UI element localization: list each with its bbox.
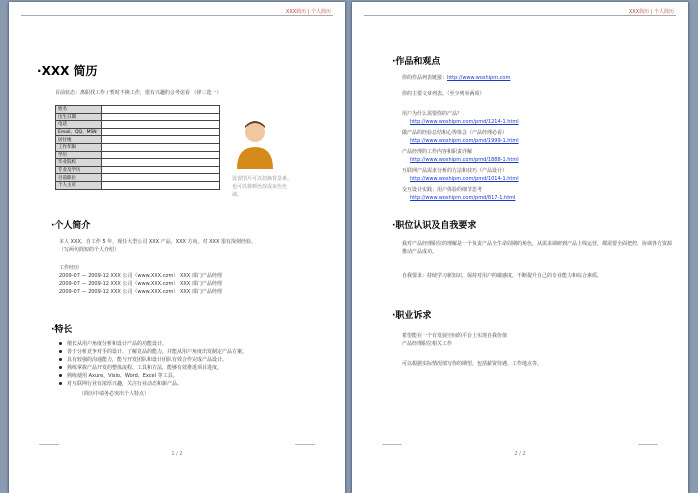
info-row: [56, 181, 220, 189]
requirements-list: [402, 332, 672, 348]
skill-item: [59, 364, 329, 372]
page-number: 1 / 2: [171, 451, 183, 457]
bullet-icon: [59, 366, 62, 369]
requirement-item: 产品经理职位相关工作: [402, 341, 453, 347]
skill-item: [59, 380, 329, 388]
info-key: 出生日期: [56, 113, 102, 121]
header-rule: [21, 15, 333, 16]
article-item: [402, 148, 672, 164]
info-row: [56, 136, 220, 144]
avatar: [234, 114, 276, 169]
section-role: ·职位认识及自我要求: [392, 221, 477, 231]
article-link[interactable]: http://www.woshipm.com/pmd/1999-1.html: [410, 138, 519, 144]
footer-rule-left: [382, 444, 402, 445]
skill-text: 熟练掌握产品开发的整体流程、工具和方法，能够有效推进项目进度。: [67, 365, 223, 371]
info-key: 电话: [56, 121, 102, 129]
bullet-icon: [59, 350, 62, 353]
header-rule: [364, 15, 676, 16]
resume-title: ·XXX 简历: [37, 64, 98, 78]
info-key: 姓名: [56, 106, 102, 114]
page-header: XXX简历 | 个人简历: [285, 9, 331, 15]
info-key: 学历: [56, 151, 102, 159]
intro-text: 本人 XXX，自工作 5 年，现任大型公司 XXX 产品，XXX 方向，对 XXX 很有深刻经验。: [59, 239, 257, 245]
info-key: 毕业院校: [56, 159, 102, 167]
page-header: XXX简历 | 个人简历: [628, 9, 674, 15]
bullet-icon: [59, 382, 62, 385]
works-intro: 你的主要文章列表。（至少列举两项）: [402, 91, 485, 97]
article-list: [402, 110, 672, 205]
skill-item: [59, 356, 329, 364]
article-title: 交互设计实践：用户体验的细节思考: [402, 187, 483, 193]
footer-rule-right: [295, 444, 315, 445]
role-paragraph-1: 我对产品经理职位的理解是一个负责产品全生命周期的角色，从需求调研到产品上线运营，都需要全面把控，协调各方资源推动产品成功。: [402, 241, 673, 255]
bullet-icon: [59, 374, 62, 377]
section-intro: ·个人简介: [51, 221, 91, 231]
article-item: [402, 186, 672, 202]
page-number: 2 / 2: [514, 451, 526, 457]
info-value: [102, 121, 220, 129]
info-row: [56, 166, 220, 174]
skills-list: [59, 340, 329, 388]
article-link[interactable]: http://www.woshipm.com/pmd/817-1.html: [410, 195, 516, 201]
article-title: 用户为什么需要你的产品？: [402, 111, 463, 117]
skill-item: [59, 348, 329, 356]
info-row: [56, 113, 220, 121]
skills-note: （简历中请务必突出个人特点）: [79, 391, 150, 397]
section-requirements: ·职业诉求: [392, 311, 432, 321]
info-row: [56, 121, 220, 129]
info-value: [102, 181, 220, 189]
info-row: [56, 128, 220, 136]
skill-text: 对互联网行业有浓厚兴趣，关注行业动态和新产品。: [67, 381, 183, 387]
info-row: [56, 174, 220, 182]
bullet-icon: [59, 358, 62, 361]
info-key: 个人主页: [56, 181, 102, 189]
article-item: [402, 167, 672, 183]
article-title: 互联网产品需求分析的方法和技巧（产品设计）: [402, 168, 508, 174]
info-value: [102, 136, 220, 144]
info-row: [56, 106, 220, 114]
info-value: [102, 174, 220, 182]
info-key: 居住地: [56, 136, 102, 144]
work-list: [59, 272, 222, 296]
requirements-note: 可以根据实际情况填写你的期望，包括薪资待遇、工作地点等。: [402, 361, 543, 367]
article-link[interactable]: http://www.woshipm.com/pmd/1014-1.html: [410, 176, 519, 182]
info-row: [56, 159, 220, 167]
section-skills: ·特长: [51, 325, 73, 335]
work-label: 工作经历: [59, 265, 80, 271]
section-works: ·作品和观点: [392, 57, 441, 67]
page-1: [9, 2, 345, 493]
info-row: [56, 143, 220, 151]
skill-text: 善于分析竞争对手的设计、了解竞品的能力，并能从用户角度出发制定产品方案。: [67, 349, 248, 355]
article-title: 做产品的经验总结和心得体会（产品经理必看）: [402, 130, 508, 136]
bullet-icon: [59, 342, 62, 345]
article-item: [402, 129, 672, 145]
objective-line: 目前状态：离职找工作 / 暂时不换工作，很有兴趣的会考虑看 （择三选一）: [55, 90, 222, 96]
skill-text: 擅长从用户角度分析和设计产品的功能设计。: [67, 341, 168, 347]
footer-rule-right: [638, 444, 658, 445]
info-key: Email、QQ、MSN: [56, 128, 102, 136]
work-item: 2009-07 — 2009-12 XXX 公司（www.XXX.com） XXX 部门产品经理: [59, 273, 222, 279]
info-value: [102, 166, 220, 174]
skill-text: 熟练使用 Axure、Visio、Word、Excel 等工具。: [67, 373, 178, 379]
article-item: [402, 110, 672, 126]
footer-rule-left: [39, 444, 59, 445]
requirement-item: 希望能在一个有发展空间的平台上实现自我价值: [402, 333, 508, 339]
works-link-line: 你的作品列表链接：http://www.woshipm.com: [402, 75, 511, 81]
work-item: 2009-07 — 2009-12 XXX 公司（www.XXX.com） XXX 部门产品经理: [59, 281, 222, 287]
info-value: [102, 151, 220, 159]
intro-note: （写两句简短的个人介绍）: [59, 247, 120, 253]
skill-text: 具有较强的沟通能力，能与开发团队和设计团队有效合作完成产品设计。: [67, 357, 228, 363]
article-link[interactable]: http://www.woshipm.com/pmd/1214-1.html: [410, 119, 519, 125]
info-key: 专业及学历: [56, 166, 102, 174]
role-paragraph-2: 自我要求：持续学习新知识，保持对用户的敏感度，不断提升自己的专业能力和综合素质。: [402, 273, 603, 279]
info-key: 目前职位: [56, 174, 102, 182]
page-2: [352, 2, 688, 493]
info-key: 工作年限: [56, 143, 102, 151]
info-value: [102, 143, 220, 151]
skill-item: [59, 340, 329, 348]
works-link[interactable]: http://www.woshipm.com: [447, 75, 511, 81]
info-value: [102, 113, 220, 121]
info-row: [56, 151, 220, 159]
info-table: [55, 105, 220, 190]
work-item: 2009-07 — 2009-12 XXX 公司（www.XXX.com） XXX 部门产品经理: [59, 289, 222, 295]
info-value: [102, 106, 220, 114]
skill-item: [59, 372, 329, 380]
article-title: 产品经理的工作内容和职责详解: [402, 149, 473, 155]
article-link[interactable]: http://www.woshipm.com/pmd/1888-1.html: [410, 157, 519, 163]
info-value: [102, 159, 220, 167]
info-value: [102, 128, 220, 136]
photo-caption: 设置图片可以切换背景素。也可以将颜色改成灰色色调。: [232, 176, 293, 198]
